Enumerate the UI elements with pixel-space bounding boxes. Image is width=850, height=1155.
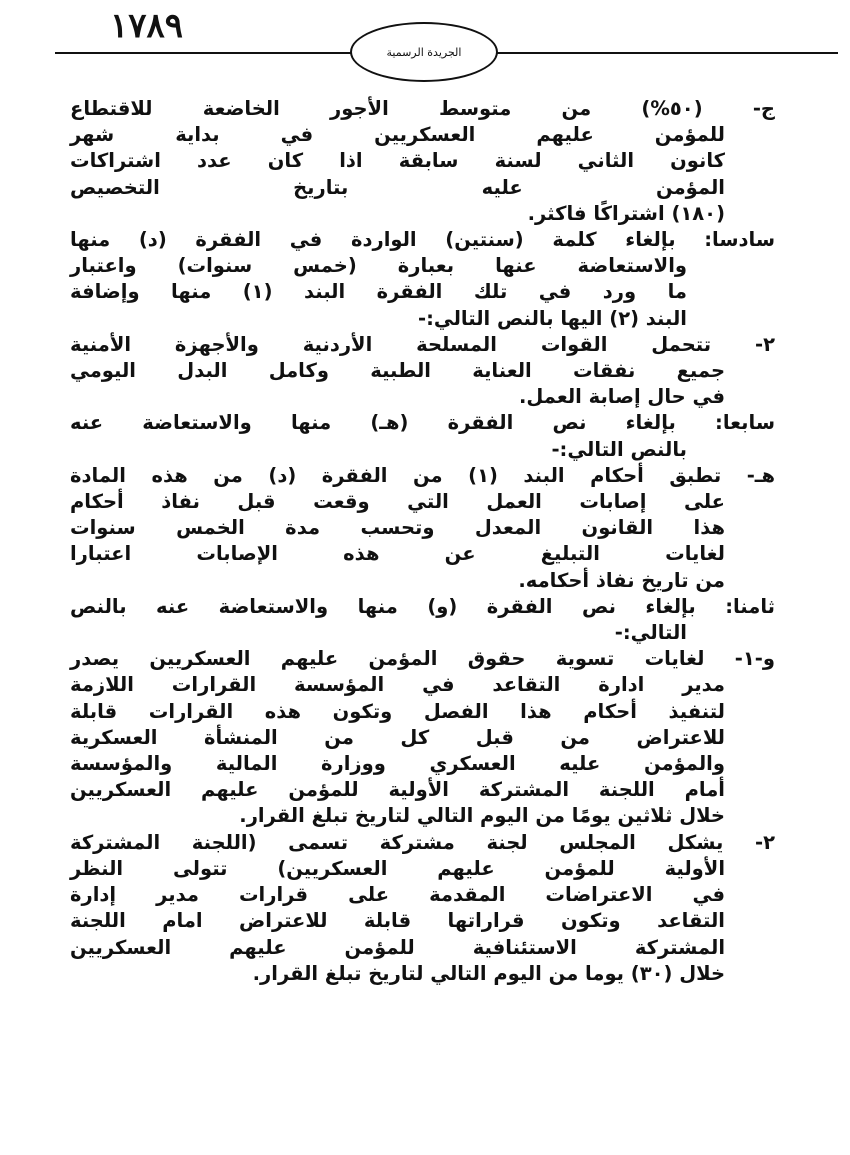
body-line: المؤمن عليه بتاريخ التخصيص [70,175,725,199]
body-line: كانون الثاني لسنة سابقة اذا كان عدد اشتراكات [70,149,725,173]
body-line: (١٨٠) اشتراكًا فاكثر. [527,201,725,225]
body-line: في حال إصابة العمل. [518,385,725,409]
body-line: مدير ادارة التقاعد في المؤسسة القرارات اللازمة [70,673,725,697]
body-line: ثامنا: بإلغاء نص الفقرة (و) منها والاستعاضة عنه بالنص [70,594,775,618]
body-line: من تاريخ نفاذ أحكامه. [518,568,725,592]
body-line: لغايات التبليغ عن هذه الإصابات اعتبارا [70,542,725,566]
gazette-title-ellipse [350,22,498,82]
body-line: لتنفيذ أحكام هذا الفصل وتكون هذه القرارات قابلة [70,699,725,723]
body-line: والمؤمن عليه العسكري ووزارة المالية والمؤسسة [70,752,725,776]
gazette-title: الجريدة الرسمية [386,45,462,59]
body-line: سادسا: بإلغاء كلمة (سنتين) الواردة في الفقرة (د) منها [70,228,775,252]
document-body [70,96,775,987]
body-line: الأولية للمؤمن عليهم العسكريين) تتولى النظر [70,856,725,880]
body-line: البند (٢) اليها بالنص التالي:- [417,306,687,330]
body-line: جميع نفقات العناية الطبية وكامل البدل اليومي [70,359,725,383]
body-line: والاستعاضة عنها بعبارة (خمس سنوات) واعتبار [70,254,687,278]
page-number: ١٧٨٩ [110,6,184,46]
body-line: المشتركة الاستئنافية للمؤمن عليهم العسكريين [70,935,725,959]
body-line: خلال ثلاثين يومًا من اليوم التالي لتاريخ تبلغ القرار. [239,804,725,828]
body-line: في الاعتراضات المقدمة على قرارات مدير إدارة [70,883,725,907]
body-line: خلال (٣٠) يوما من اليوم التالي لتاريخ تبلغ القرار. [252,961,725,985]
body-line: ما ورد في تلك الفقرة البند (١) منها وإضافة [70,280,687,304]
body-line: للاعتراض من قبل كل من المنشأة العسكرية [70,725,725,749]
body-line: ج- (٥٠%) من متوسط الأجور الخاضعة للاقتطاع [70,97,775,120]
body-line: هـ- تطبق أحكام البند (١) من الفقرة (د) من هذه المادة [70,463,775,487]
body-line: على إصابات العمل التي وقعت قبل نفاذ أحكام [70,490,725,514]
body-line: بالنص التالي:- [551,437,687,461]
body-line: سابعا: بإلغاء نص الفقرة (هـ) منها والاستعاضة عنه [70,411,775,435]
body-line: ٢- يشكل المجلس لجنة مشتركة تسمى (اللجنة المشتركة [70,830,775,854]
body-line: التقاعد وتكون قراراتها قابلة للاعتراض امام اللجنة [70,909,725,933]
body-line: للمؤمن عليهم العسكريين في بداية شهر [70,123,725,147]
body-line: ٢- تتحمل القوات المسلحة الأردنية والأجهزة الأمنية [70,332,775,356]
body-line: التالي:- [614,621,687,645]
body-line: و-١- لغايات تسوية حقوق المؤمن عليهم العسكريين يصدر [70,647,775,671]
body-line: أمام اللجنة المشتركة الأولية للمؤمن عليهم العسكريين [70,778,725,802]
body-line: هذا القانون المعدل وتحسب مدة الخمس سنوات [70,516,725,540]
